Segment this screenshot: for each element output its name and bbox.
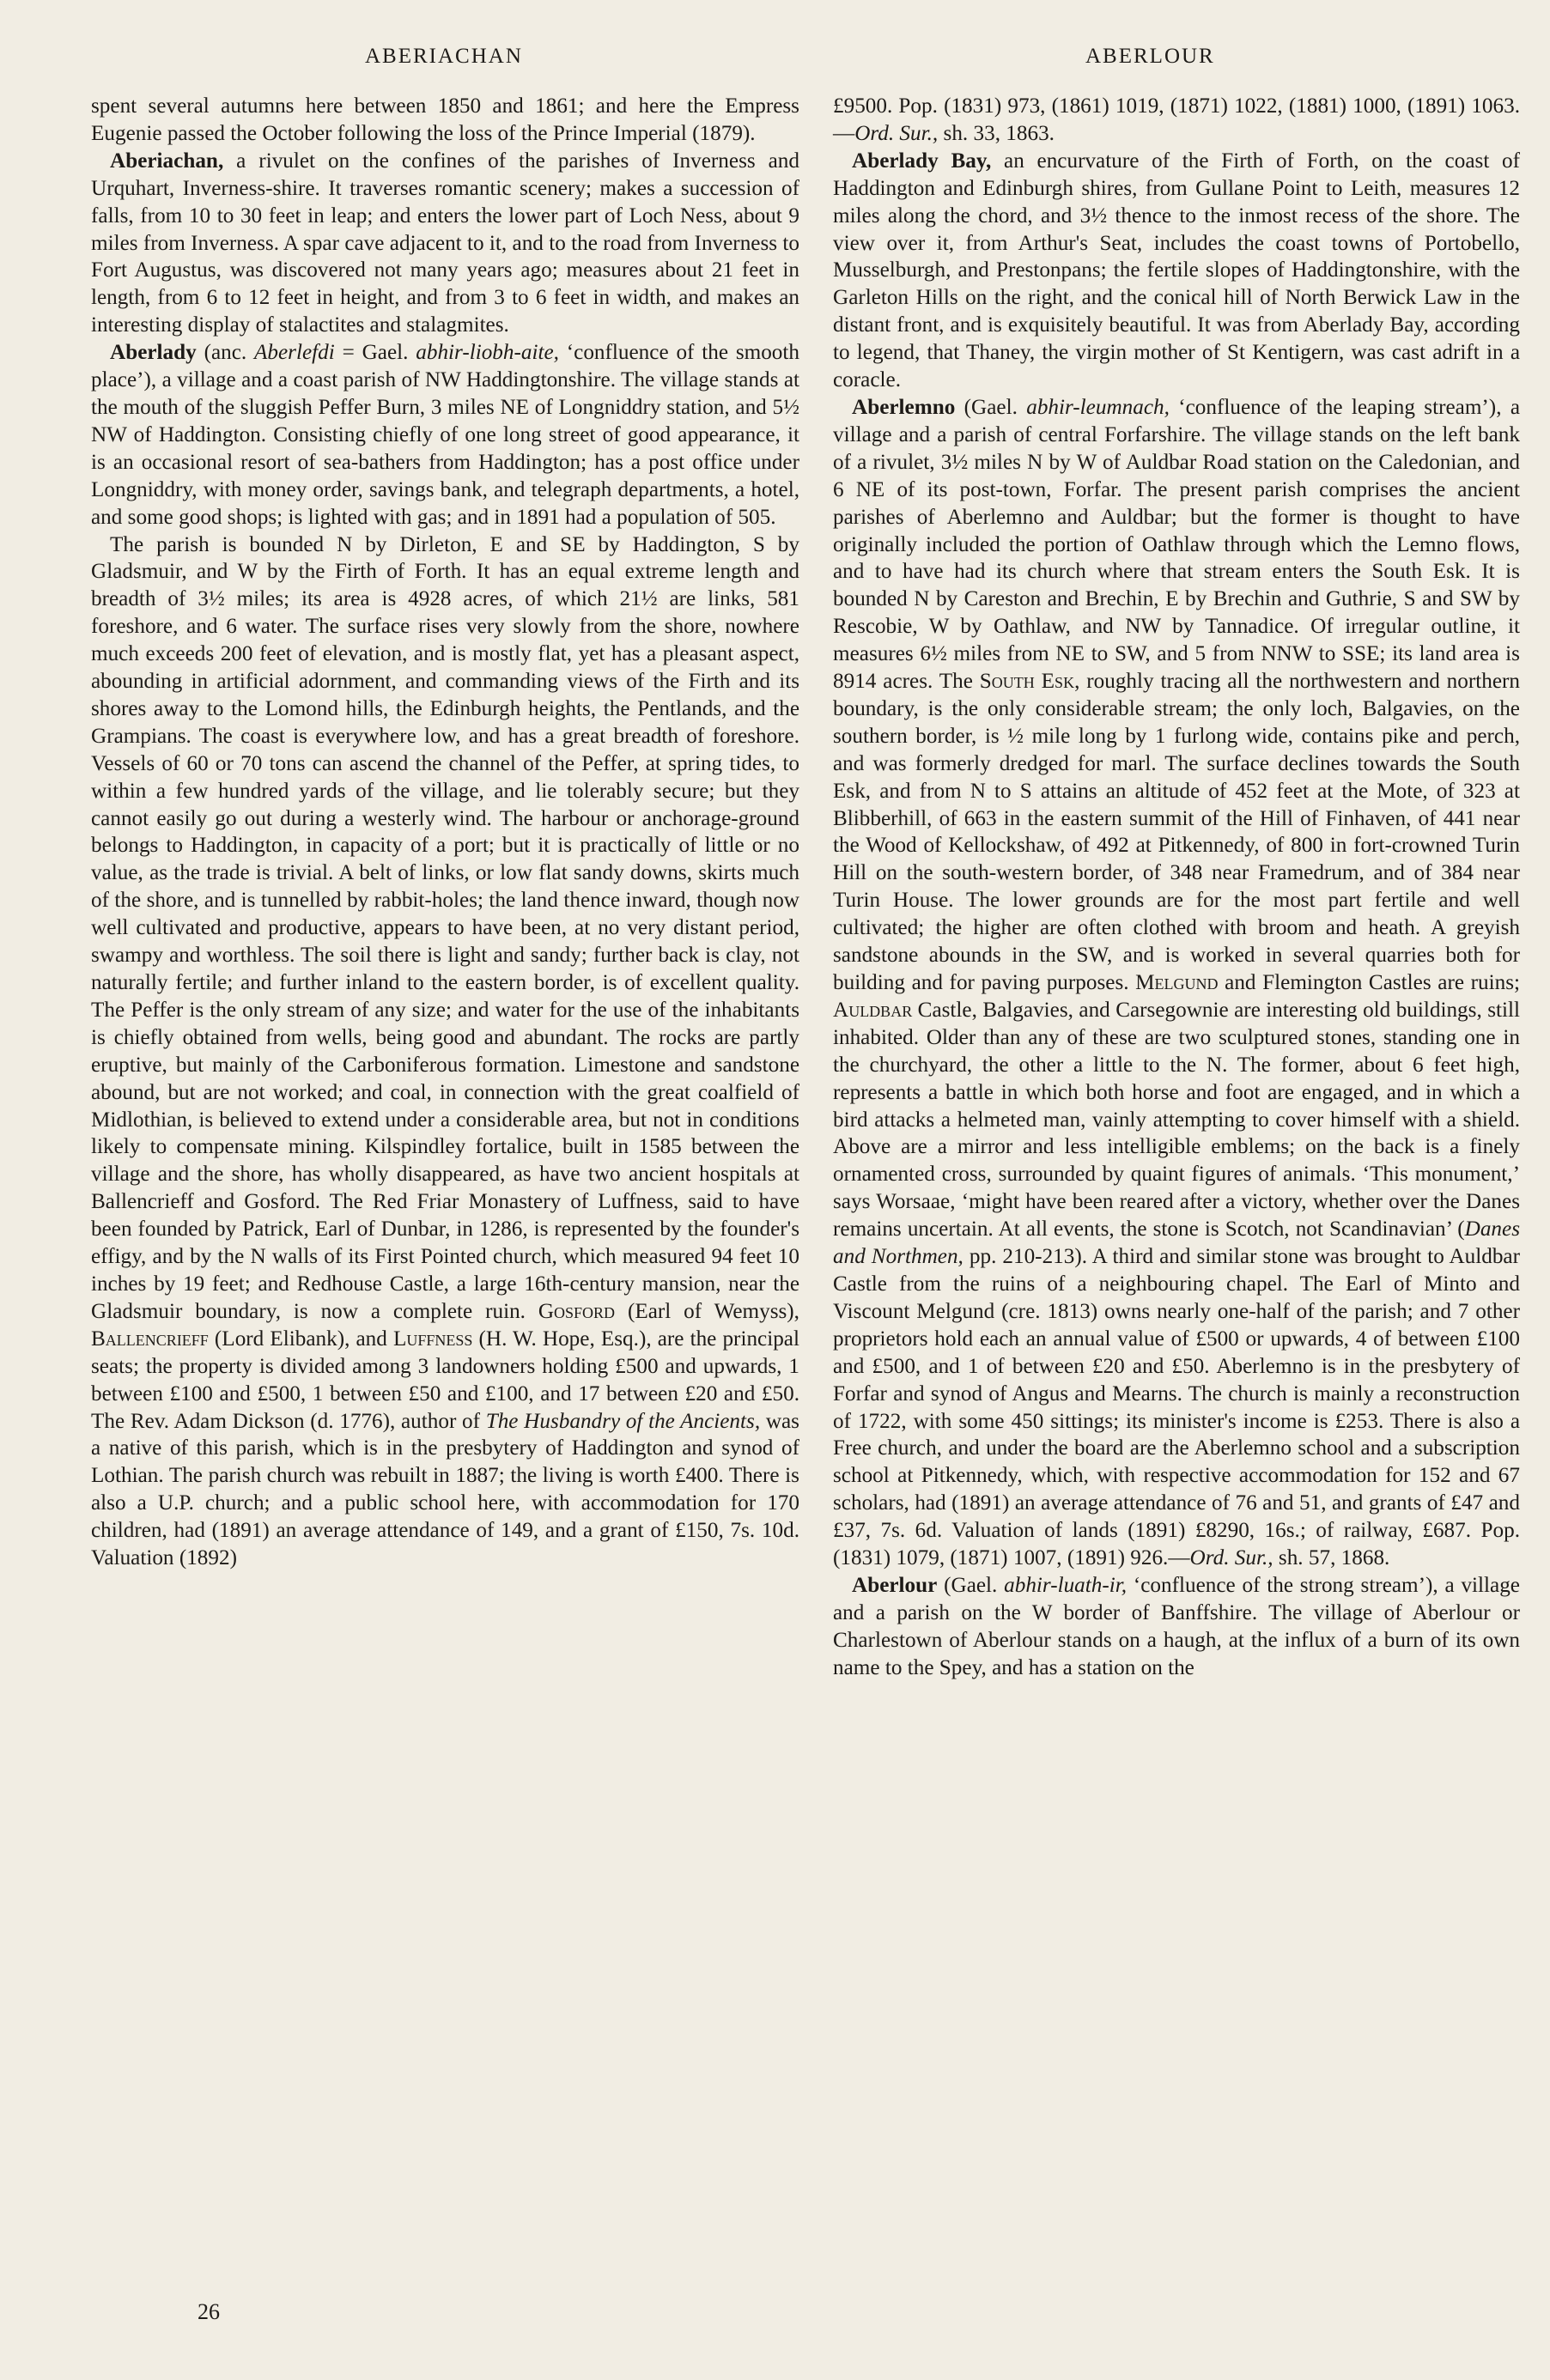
left-column (91, 93, 799, 1572)
text-run: abhir-liobh-aite, (416, 341, 559, 365)
text-run: ‘confluence of the smooth place’), a village and a coast parish of NW Haddingtonshire. The village stands at the mouth of the sluggish Peffer Burn, 3 miles NE of Longniddry station, and 5½ NW of Haddington. Consisting chiefly of one long street of good appearance, it is an occasional resort of sea-bathers from Haddington; has a post office under Longniddry, with money order, savings bank, and telegraph departments, a hotel, and some good shops; is lighted with gas; and in 1891 had a population of 505. (91, 341, 799, 529)
text-run: Luffness (392, 1327, 473, 1351)
text-run: a rivulet on the confines of the parishes of Inverness and Urquhart, Inverness-shire. It traverses romantic scenery; makes a succession of falls, from 10 to 30 feet in leap; and enters the lower part of Loch Ness, about 9 miles from Inverness. A spar cave adjacent to it, and to the road from Inverness to Fort Augustus, was discovered not many years ago; measures about 21 feet in length, from 6 to 12 feet in height, and from 3 to 6 feet in width, and makes an interesting display of stalactites and stalagmites. (91, 149, 799, 337)
text-run: abhir-leumnach, (1026, 395, 1170, 419)
text-run: Danes and Northmen, (833, 1217, 1520, 1269)
text-run: ‘confluence of the strong stream’), a village and a parish on the W border of Banffshire. The village of Aberlour or Charlestown of Aberlour stands on a haugh, at the influx of a burn of its own name to the Spey, and has a station on the (833, 1573, 1520, 1679)
paragraph (833, 1572, 1520, 1682)
text-run: (H. W. Hope, Esq.), are the principal seats; the property is divided among 3 landowners holding £500 and upwards, 1 between £100 and £500, 1 between £50 and £100, and 17 between £20 and £50. The Rev. Adam Dickson (d. 1776), author of (91, 1327, 799, 1433)
text-run: The Husbandry of the Ancients, (485, 1409, 761, 1433)
running-header (0, 45, 1550, 79)
paragraph (833, 148, 1520, 394)
text-run: Auldbar (833, 998, 913, 1022)
text-run: (Earl of Wemyss), (615, 1299, 799, 1323)
text-run: (Lord Elibank), and (208, 1327, 393, 1351)
text-run: = Gael. (334, 341, 416, 365)
text-run: sh. 33, 1863. (938, 121, 1055, 145)
entry-headword: Aberlemno (852, 395, 956, 419)
text-run: Gosford (538, 1299, 616, 1323)
entry-headword: Aberlour (852, 1573, 938, 1597)
text-run: The parish is bounded N by Dirleton, E and SE by Haddington, S by Gladsmuir, and W by the Firth of Forth. It has an equal extreme length and breadth of 3½ miles; its area is 4928 acres, of which 21½ are links, 581 foreshore, and 6 water. The surface rises very slowly from the shore, nowhere much exceeds 200 feet of elevation, and is mostly flat, yet has a pleasant aspect, abounding in artificial adornment, and commanding views of the Firth and its shores away to the Lomond hills, the Edinburgh heights, the Pentlands, and the Grampians. The coast is everywhere low, and has a great breadth of foreshore. Vessels of 60 or 70 tons can ascend the channel of the Peffer, at spring tides, to within a few hundred yards of the village, and lie tolerably secure; but they cannot easily go out during a westerly wind. The harbour or anchorage-ground belongs to Haddington, in capacity of a port; but it is practically of little or no value, as the trade is trivial. A belt of links, or low flat sandy downs, skirts much of the shore, and is tunnelled by rabbit-holes; the land thence inward, though now well cultivated and productive, appears to have been, at no very distant period, swampy and worthless. The soil there is light and sandy; further back is clay, not naturally fertile; and further inland to the eastern border, is of excellent quality. The Peffer is the only stream of any size; and water for the use of the inhabitants is chiefly obtained from wells, being good and abundant. The rocks are partly eruptive, but mainly of the Carboniferous formation. Limestone and sandstone abound, but are not worked; and coal, in connection with the great coalfield of Midlothian, is believed to extend under a considerable area, but not in conditions likely to compensate mining. Kilspindley fortalice, built in 1585 between the village and the shore, has wholly disappeared, as have two ancient hospitals at Ballencrieff and Gosford. The Red Friar Monastery of Luffness, said to have been founded by Patrick, Earl of Dunbar, in 1286, is represented by the founder's effigy, and by the N walls of its First Pointed church, which measured 94 feet 10 inches by 19 feet; and Redhouse Castle, a large 16th-century mansion, near the Gladsmuir boundary, is now a complete ruin. (91, 532, 799, 1323)
paragraph (91, 148, 799, 339)
header-left: ABERIACHAN (365, 45, 523, 68)
paragraph (833, 93, 1520, 148)
entry-headword: Aberiachan, (110, 149, 224, 173)
text-run: and Flemington Castles are ruins; (1218, 971, 1520, 994)
text-run: Melgund (1135, 971, 1219, 994)
text-run: (Gael. (937, 1573, 1005, 1597)
entry-headword: Aberlady Bay, (852, 149, 992, 173)
text-run: sh. 57, 1868. (1273, 1546, 1390, 1570)
header-right: ABERLOUR (1085, 45, 1215, 68)
paragraph (91, 531, 799, 1572)
text-run: abhir-luath-ir, (1004, 1573, 1128, 1597)
page-number: 26 (198, 2299, 220, 2324)
text-run: (anc. (196, 341, 255, 365)
text-run: £9500. Pop. (1831) 973, (1861) 1019, (1871) 1022, (1881) 1000, (1891) 1063.— (833, 94, 1520, 145)
paragraph (91, 339, 799, 531)
text-run: (Gael. (955, 395, 1027, 419)
text-run: ‘confluence of the leaping stream’), a village and a parish of central Forfarshire. The village stands on the left bank of a rivulet, 3½ miles N by W of Auldbar Road station on the Caledonian, and 6 NE of its post-town, Forfar. The present parish comprises the ancient parishes of Aberlemno and Auldbar; but the former is thought to have originally included the portion of Oathlaw through which the Lemno flows, and to have had its church where that stream enters the South Esk. It is bounded N by Careston and Brechin, E by Brechin and Guthrie, S and SW by Rescobie, W by Oathlaw, and NW by Tannadice. Of irregular outline, it measures 6½ miles from NE to SW, and 5 from NNW to SSE; its land area is 8914 acres. The (833, 395, 1520, 694)
text-run: pp. 210-213). A third and similar stone was brought to Auldbar Castle from the ruins of a neighbouring chapel. The Earl of Minto and Viscount Melgund (cre. 1813) owns nearly one-half of the parish; and 7 other proprietors hold each an annual value of £500 or upwards, 4 of between £100 and £500, and 1 of between £20 and £50. Aberlemno is in the presbytery of Forfar and synod of Angus and Mearns. The church is mainly a reconstruction of 1722, with some 450 sittings; its minister's income is £253. There is also a Free church, and under the board are the Aberlemno school and a subscription school at Pitkennedy, which, with respective accommodation for 152 and 67 scholars, had (1891) an average attendance of 76 and 51, and grants of £47 and £37, 7s. 6d. Valuation of lands (1891) £8290, 16s.; of railway, £687. Pop. (1831) 1079, (1871) 1007, (1891) 926.— (833, 1245, 1520, 1570)
paragraph (91, 93, 799, 148)
text-run: South Esk (979, 670, 1075, 694)
text-run: was a native of this parish, which is in the presbytery of Haddington and synod of Lothian. The parish church was rebuilt in 1887; the living is worth £400. There is also a U.P. church; and a public school here, with accommodation for 170 children, had (1891) an average attendance of 149, and a grant of £150, 7s. 10d. Valuation (1892) (91, 1409, 799, 1570)
text-run: Ord. Sur., (854, 121, 939, 145)
paragraph (833, 394, 1520, 1572)
text-run: spent several autumns here between 1850 and 1861; and here the Empress Eugenie passed the October following the loss of the Prince Imperial (1879). (91, 94, 799, 145)
text-run: Aberlefdi (254, 341, 335, 365)
text-run: an encurvature of the Firth of Forth, on the coast of Haddington and Edinburgh shires, from Gullane Point to Leith, measures 12 miles along the chord, and 3½ thence to the inmost recess of the shore. The view over it, from Arthur's Seat, includes the coast towns of Portobello, Musselburgh, and Prestonpans; the fertile slopes of Haddingtonshire, with the Garleton Hills on the right, and the conical hill of North Berwick Law in the distant front, and is exquisitely beautiful. It was from Aberlady Bay, according to legend, that Thaney, the virgin mother of St Kentigern, was cast adrift in a coracle. (833, 149, 1520, 392)
text-run: Castle, Balgavies, and Carsegownie are interesting old buildings, still inhabited. Older than any of these are two sculptured stones, standing one in the churchyard, the other a little to the N. The former, about 6 feet high, represents a battle in which both horse and foot are engaged, and in which a bird attacks a helmeted man, vainly attempting to cover himself with a shield. Above are a mirror and less intelligible emblems; on the back is a finely ornamented cross, surrounded by quaint figures of animals. ‘This monument,’ says Worsaae, ‘might have been reared after a victory, whether over the Danes remains uncertain. At all events, the stone is Scotch, not Scandinavian’ ( (833, 998, 1520, 1242)
text-run: Ord. Sur., (1189, 1546, 1273, 1570)
text-run: , roughly tracing all the northwestern and northern boundary, is the only considerable stream; the only loch, Balgavies, on the southern border, is ½ mile long by 1 furlong wide, contains pike and perch, and was formerly dredged for marl. The surface declines towards the South Esk, and from N to S attains an altitude of 452 feet at the Mote, of 323 at Blibberhill, of 663 in the eastern summit of the Hill of Finhaven, of 441 near the Wood of Kellockshaw, of 492 at Pitkennedy, of 800 in fort-crowned Turin Hill on the south-western border, of 348 near Framedrum, and of 384 near Turin House. The lower grounds are for the most part fertile and well cultivated; the higher are often clothed with broom and heath. A greyish sandstone abounds in the SW, and is worked in several quarries both for building and for paving purposes. (833, 670, 1521, 994)
text-run: Ballencrieff (91, 1327, 209, 1351)
entry-headword: Aberlady (110, 341, 197, 365)
right-column (833, 93, 1520, 1682)
